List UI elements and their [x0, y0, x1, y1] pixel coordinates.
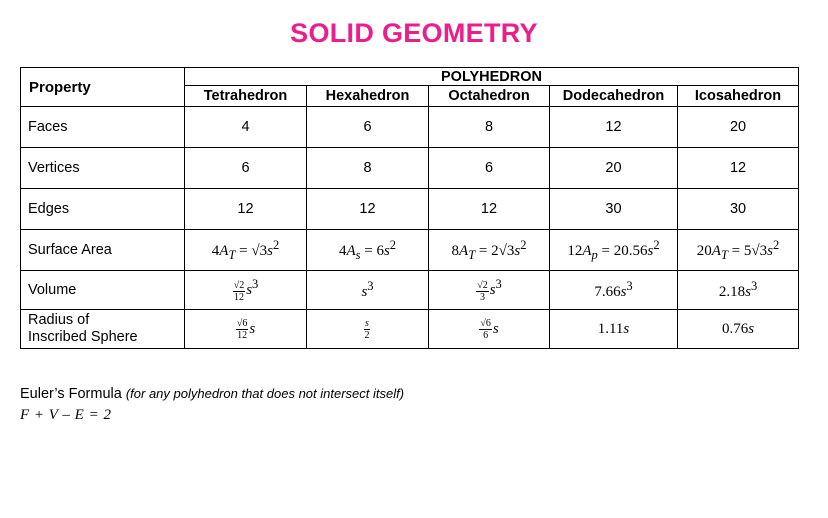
- table-cell: 8: [307, 148, 429, 189]
- table-cell-formula: $\frac{√2}{3}$ $s^3$: [429, 271, 550, 310]
- row-label-volume: Volume: [21, 271, 185, 310]
- polyhedron-table: [20, 67, 799, 349]
- table-cell-formula: $\frac{s}{2}$: [307, 310, 429, 349]
- table-cell: 12: [550, 107, 678, 148]
- table-cell-formula: $12A_p = 20.56s^2$: [550, 230, 678, 271]
- table-cell-formula: 0.76s: [678, 310, 799, 349]
- table-cell: 30: [550, 189, 678, 230]
- table-cell: 6: [429, 148, 550, 189]
- euler-formula: F + V – E = 2: [20, 407, 112, 423]
- row-label-edges: Edges: [21, 189, 185, 230]
- table-cell: 20: [678, 107, 799, 148]
- row-label-radius-inscribed-sphere: [21, 310, 185, 349]
- column-header-octahedron: Octahedron: [429, 86, 550, 107]
- polyhedron-group-header: POLYHEDRON: [185, 68, 799, 86]
- property-header: Property: [21, 68, 185, 107]
- table-cell-formula: $2.18s^3$: [678, 271, 799, 310]
- table-row: [21, 107, 799, 148]
- table-cell-formula: $\frac{√6}{12}$ s: [185, 310, 307, 349]
- row-label-vertices: Vertices: [21, 148, 185, 189]
- column-header-hexahedron: Hexahedron: [307, 86, 429, 107]
- table-cell-formula: $4A_s = 6s^2$: [307, 230, 429, 271]
- column-header-dodecahedron: Dodecahedron: [550, 86, 678, 107]
- table-cell-formula: $20A_T = 5√3s^2$: [678, 230, 799, 271]
- table-cell: 12: [678, 148, 799, 189]
- table-cell-formula: $7.66s^3$: [550, 271, 678, 310]
- page-title: SOLID GEOMETRY: [290, 18, 538, 48]
- euler-label: Euler’s Formula: [20, 386, 122, 402]
- euler-heading: [20, 386, 404, 402]
- table-cell-formula: $s^3$: [307, 271, 429, 310]
- row-label-faces: Faces: [21, 107, 185, 148]
- column-header-tetrahedron: Tetrahedron: [185, 86, 307, 107]
- table-cell: 6: [185, 148, 307, 189]
- table-cell: 30: [678, 189, 799, 230]
- table-row: [21, 189, 799, 230]
- row-label-surface-area: Surface Area: [21, 230, 185, 271]
- table-cell: 12: [307, 189, 429, 230]
- column-header-icosahedron: Icosahedron: [678, 86, 799, 107]
- table-cell: 8: [429, 107, 550, 148]
- table-row: [21, 148, 799, 189]
- table-cell-formula: 1.11s: [550, 310, 678, 349]
- table-cell-formula: $\frac{√2}{12}$ $s^3$: [185, 271, 307, 310]
- table-cell: 12: [429, 189, 550, 230]
- table-cell: 20: [550, 148, 678, 189]
- table-row: [21, 271, 799, 310]
- row-label-line: Inscribed Sphere: [28, 329, 138, 345]
- table-cell-formula: $8A_T = 2√3s^2$: [429, 230, 550, 271]
- table-cell-formula: $\frac{√6}{6}$ s: [429, 310, 550, 349]
- table-header-row: [21, 68, 799, 86]
- euler-note: (for any polyhedron that does not intersect itself): [125, 386, 405, 401]
- table-row: [21, 230, 799, 271]
- table-cell-formula: $4A_T = √3s^2$: [185, 230, 307, 271]
- table-cell: 4: [185, 107, 307, 148]
- table-cell: 12: [185, 189, 307, 230]
- table-cell: 6: [307, 107, 429, 148]
- row-label-line: Radius of: [28, 312, 90, 328]
- table-row: [21, 310, 799, 349]
